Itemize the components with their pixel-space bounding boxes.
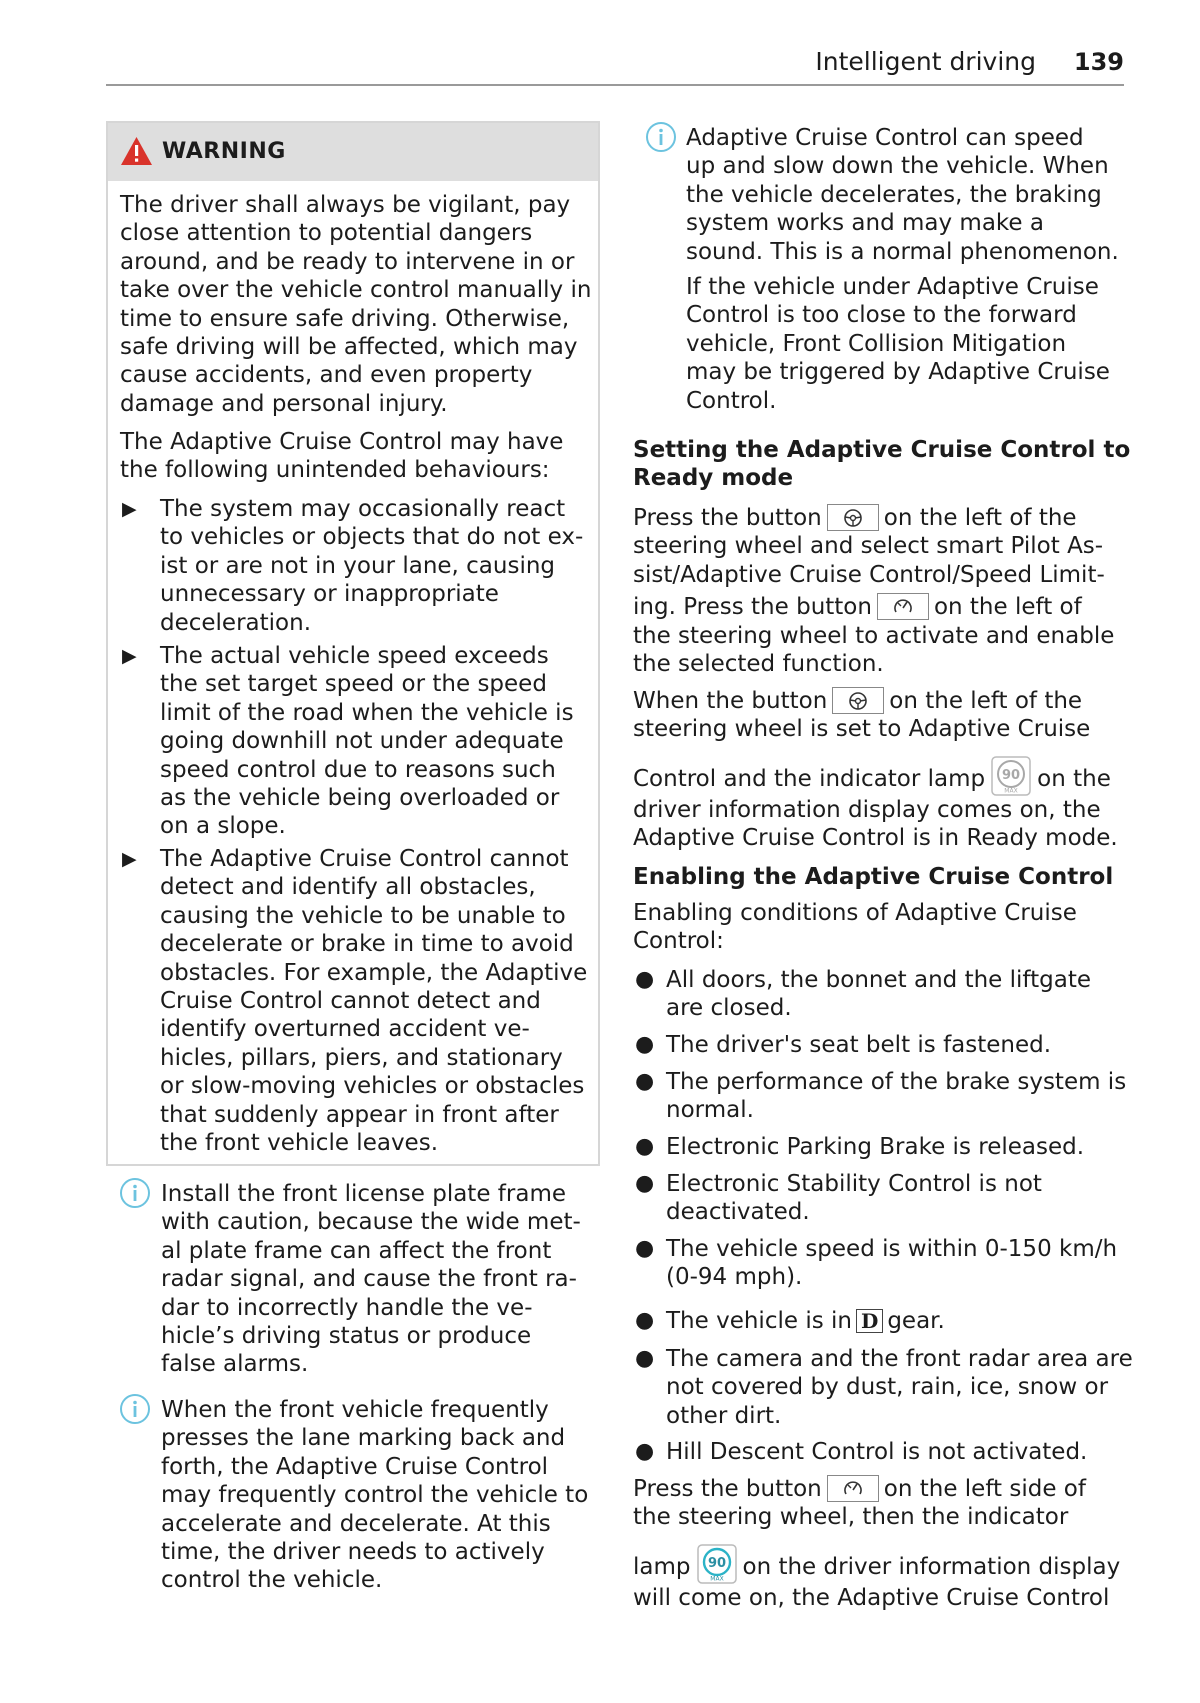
drive-gear-icon: D <box>856 1309 883 1333</box>
bullet-dot-icon: ● <box>635 1439 655 1464</box>
list-item: Electronic Stability Control is not deactivated. <box>666 1171 1042 1226</box>
bullet-dot-icon: ● <box>635 1171 655 1196</box>
list-item: The vehicle speed is within 0-150 km/h (0-94 mph). <box>666 1236 1118 1291</box>
list-item: The Adaptive Cruise Control cannot detect and identify all obstacles, causing the vehicle to be unable to decelerate or brake in time to avoid obstacles. For example, the Adaptive Cruise Control cannot detect and identify overturned accident ve- hicles, pillars, piers, and stationary or slow-moving vehicles or obstacles that suddenly appear in front after the front vehicle leaves. <box>160 846 588 1157</box>
bullet-dot-icon: ● <box>635 1032 655 1057</box>
acc-ready-indicator-icon <box>991 756 1031 796</box>
list-item: The camera and the front radar area are not covered by dust, rain, ice, snow or other dirt. <box>666 1346 1133 1429</box>
svg-text:MAX: MAX <box>1004 787 1018 795</box>
bullet-dot-icon: ● <box>635 967 655 992</box>
svg-text:90: 90 <box>1002 767 1021 783</box>
bullet-dot-icon: ● <box>635 1236 655 1261</box>
paragraph: When the button on the left of the steering wheel is set to Adaptive Cruise Control and the indicator lamp 90 MAX on the driver information display comes on, the Adaptive Cruise Control is in Ready mode. <box>633 688 1118 852</box>
section-heading: Enabling the Adaptive Cruise Control <box>633 864 1114 890</box>
svg-text:90: 90 <box>707 1555 726 1571</box>
paragraph: Press the button on the left side of the steering wheel, then the indicator lamp 90 MAX on the driver information display will come on, the Adaptive Cruise Control <box>633 1476 1121 1611</box>
warning-paragraph: The driver shall always be vigilant, pay close attention to potential dangers around, and be ready to intervene in or take over the vehicle control manually in time to ensure safe driving. Otherwise, safe driving will be affected, which may cause accidents, and even property damage and personal injury. <box>120 192 592 417</box>
triangle-bullet-icon: ▶ <box>122 498 137 520</box>
info-icon <box>645 121 677 153</box>
warning-title: WARNING <box>162 139 286 164</box>
info-note: When the front vehicle frequently presses the lane marking back and forth, the Adaptive Cruise Control may frequently control the vehicle to accelerate and decelerate. At this time, the driver needs to actively control the vehicle. <box>161 1397 589 1594</box>
list-item: The system may occasionally react to vehicles or objects that do not ex- ist or are not in your lane, causing unnecessary or inappropriate deceleration. <box>160 496 584 636</box>
bullet-dot-icon: ● <box>635 1346 655 1371</box>
info-note: Install the front license plate frame with caution, because the wide met- al plate frame can affect the front radar signal, and cause the front ra- dar to incorrectly handle the ve- hicle’s driving status or produce false alarms. <box>161 1181 581 1378</box>
list-item: The vehicle is in D gear. <box>666 1308 945 1334</box>
info-note: Adaptive Cruise Control can speed up and slow down the vehicle. When the vehicle decelerates, the braking system works and may make a sound. This is a normal phenomenon. <box>686 125 1119 265</box>
section-title: Intelligent driving <box>815 47 1036 76</box>
warning-triangle-icon <box>120 136 153 166</box>
speedometer-button-icon <box>877 593 929 620</box>
svg-text:MAX: MAX <box>709 1575 724 1583</box>
speedometer-button-icon <box>827 1475 879 1502</box>
info-icon <box>119 1393 151 1425</box>
bullet-dot-icon: ● <box>635 1134 655 1159</box>
list-item: Hill Descent Control is not activated. <box>666 1439 1088 1465</box>
steering-wheel-mode-button-icon <box>832 687 884 714</box>
section-heading: Setting the Adaptive Cruise Control to Ready mode <box>633 437 1131 492</box>
steering-wheel-mode-button-icon <box>827 504 879 531</box>
acc-active-indicator-icon <box>697 1544 737 1584</box>
paragraph: Enabling conditions of Adaptive Cruise Control: <box>633 900 1077 955</box>
page-header <box>106 46 1124 86</box>
list-item: All doors, the bonnet and the liftgate are closed. <box>666 967 1091 1022</box>
bullet-dot-icon: ● <box>635 1069 655 1094</box>
bullet-dot-icon: ● <box>635 1308 655 1333</box>
list-item: The performance of the brake system is normal. <box>666 1069 1127 1124</box>
info-note: If the vehicle under Adaptive Cruise Control is too close to the forward vehicle, Front Collision Mitigation may be triggered by Adaptive Cruise Control. <box>686 274 1110 414</box>
warning-header <box>108 123 598 181</box>
triangle-bullet-icon: ▶ <box>122 848 137 870</box>
triangle-bullet-icon: ▶ <box>122 645 137 667</box>
list-item: The actual vehicle speed exceeds the set target speed or the speed limit of the road when the vehicle is going downhill not under adequate speed control due to reasons such as the vehicle being overloaded or on a slope. <box>160 643 574 840</box>
list-item: The driver's seat belt is fastened. <box>666 1032 1052 1058</box>
list-item: Electronic Parking Brake is released. <box>666 1134 1085 1160</box>
page-number: 139 <box>1073 48 1124 76</box>
info-icon <box>119 1177 151 1209</box>
paragraph: Press the button on the left of the steering wheel and select smart Pilot As- sist/Adaptive Cruise Control/Speed Limit- ing. Press the button on the left of the steering wheel to activate and enable the selected function. <box>633 505 1115 678</box>
warning-paragraph: The Adaptive Cruise Control may have the following unintended behaviours: <box>120 429 564 484</box>
